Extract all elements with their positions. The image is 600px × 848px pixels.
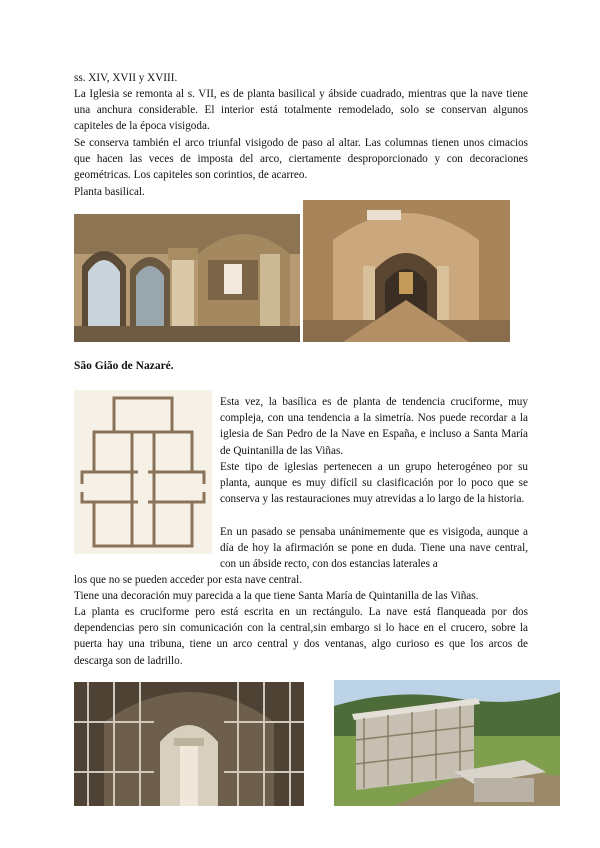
paragraph-visigothic-doubt: En un pasado se pensaba unánimemente que es visigoda, aunque a día de hoy la afirmación se pone en duda. Tiene una nave central, con un ábside recto, con dos estancias laterales a — [220, 526, 528, 571]
paragraph-cruciform-plan: Esta vez, la basílica es de planta de tendencia cruciforme, muy compleja, con una tendencia a la simetría. Nos puede recordar a la iglesia de San Pedro de la Nave en España, e incluso a Santa María de Quintanilla de las Viñas. — [220, 396, 528, 457]
paragraph-rectangle-plan: La planta es cruciforme pero está escrita en un rectángulo. La nave está flanqueada por dos dependencias pero sin comunicación con la central,sin embargo si lo hace en el crucero, sobre la puerta hay una tribuna, tiene un arco central y dos ventanas, algo curioso es que los arcos de descarga son de ladrillo. — [74, 606, 528, 667]
scaffolded-interior-photo — [74, 682, 304, 806]
section-heading: São Gião de Nazaré. — [74, 360, 174, 372]
paragraph-decoration: Tiene una decoración muy parecida a la que tiene Santa María de Quintanilla de las Viñas. — [74, 590, 479, 602]
paragraph-church-origin: La Iglesia se remonta al s. VII, es de planta basilical y ábside cuadrado, mientras que la nave tiene una anchura considerable. El interior está totalmente remodelado, solo se conservan algunos capiteles de la época visigoda. — [74, 88, 528, 133]
text-line-centuries: ss. XIV, XVII y XVIII. — [74, 72, 178, 84]
caption-basilical-plan: Planta basilical. — [74, 186, 145, 198]
church-altar-arch-photo — [303, 200, 510, 342]
paragraph-triumphal-arch: Se conserva también el arco triunfal visigodo de paso al altar. Las columnas tienen unos cimacios que hacen las veces de imposta del arco, ciertamente desproporcionado y con decoraciones geométricas. Los capiteles son corintios, de acarreo. — [74, 137, 528, 182]
floor-plan-drawing — [74, 390, 212, 554]
exterior-restoration-photo — [334, 680, 560, 806]
paragraph-heterogeneous-group: Este tipo de iglesias pertenecen a un grupo heterogéneo por su planta, aunque es muy difícil su clasificación por lo poco que se conserva y las restauraciones muy atrevidas a lo largo de la historia. — [220, 461, 528, 506]
paragraph-lateral-rooms: los que no se pueden acceder por esta nave central. — [74, 574, 302, 586]
church-interior-arches-photo — [74, 214, 300, 342]
